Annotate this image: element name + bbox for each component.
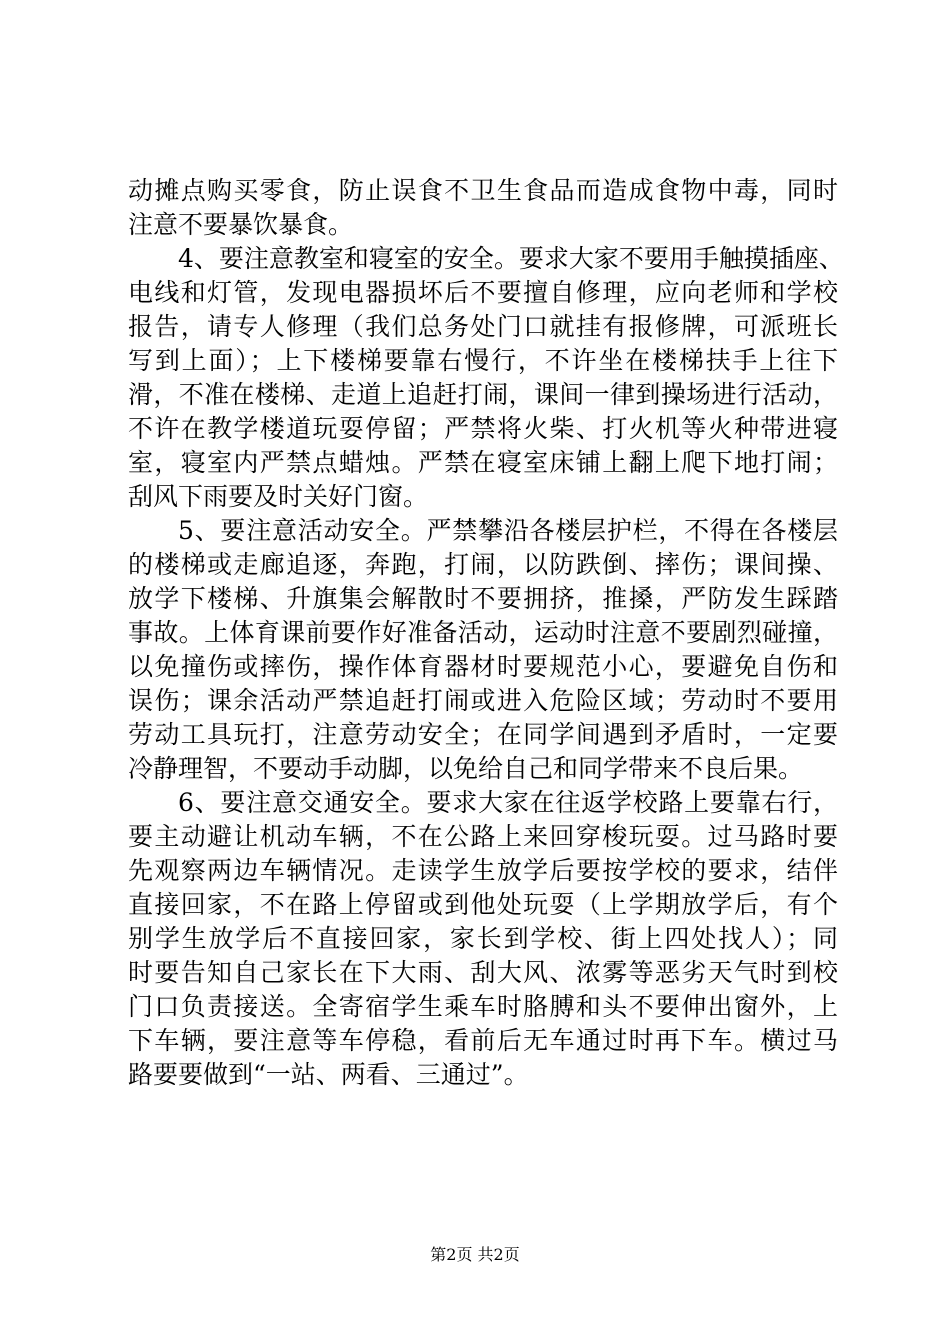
text-line: 别学生放学后不直接回家，家长到学校、街上四处找人）；同 [128, 924, 838, 953]
text-line: 劳动工具玩打，注意劳动安全；在同学间遇到矛盾时，一定要 [128, 720, 838, 749]
text-line: 的楼梯或走廊追逐，奔跑，打闹，以防跌倒、摔伤；课间操、 [128, 550, 838, 579]
text-line: 冷静理智，不要动手动脚，以免给自己和同学带来不良后果。 [128, 754, 804, 783]
text-line: 写到上面）；上下楼梯要靠右慢行，不许坐在楼梯扶手上往下 [128, 346, 838, 375]
text-line: 注意不要暴饮暴食。 [128, 210, 354, 239]
text-line: 路要要做到“一站、两看、三通过”。 [128, 1060, 529, 1089]
text-line: 5、要注意活动安全。严禁攀沿各楼层护栏，不得在各楼层 [178, 516, 838, 545]
text-line: 要主动避让机动车辆，不在公路上来回穿梭玩耍。过马路时要 [128, 822, 838, 851]
text-line: 时要告知自己家长在下大雨、刮大风、浓雾等恶劣天气时到校 [128, 958, 838, 987]
text-line: 不许在教学楼道玩耍停留；严禁将火柴、打火机等火种带进寝 [128, 414, 838, 443]
page-footer: 第2页 共2页 [430, 1245, 520, 1264]
text-line: 报告，请专人修理（我们总务处门口就挂有报修牌，可派班长 [128, 312, 838, 341]
text-line: 下车辆，要注意等车停稳，看前后无车通过时再下车。横过马 [128, 1026, 838, 1055]
text-line: 直接回家，不在路上停留或到他处玩耍（上学期放学后，有个 [128, 890, 838, 919]
text-line: 放学下楼梯、升旗集会解散时不要拥挤，推搡，严防发生踩踏 [128, 584, 838, 613]
text-line: 先观察两边车辆情况。走读学生放学后要按学校的要求，结伴 [128, 856, 838, 885]
text-line: 刮风下雨要及时关好门窗。 [128, 482, 429, 511]
text-line: 事故。上体育课前要作好准备活动，运动时注意不要剧烈碰撞， [128, 618, 838, 647]
text-line: 门口负责接送。全寄宿学生乘车时胳膊和头不要伸出窗外，上 [128, 992, 838, 1021]
text-line: 误伤；课余活动严禁追赶打闹或进入危险区域；劳动时不要用 [128, 686, 838, 715]
text-line: 电线和灯管，发现电器损坏后不要擅自修理，应向老师和学校 [128, 278, 838, 307]
text-line: 动摊点购买零食，防止误食不卫生食品而造成食物中毒，同时 [128, 176, 838, 205]
text-line: 以免撞伤或摔伤，操作体育器材时要规范小心，要避免自伤和 [128, 652, 838, 681]
text-line: 室，寝室内严禁点蜡烛。严禁在寝室床铺上翻上爬下地打闹； [128, 448, 838, 477]
document-body [128, 174, 844, 1092]
text-line: 4、要注意教室和寝室的安全。要求大家不要用手触摸插座、 [178, 244, 844, 273]
text-line: 6、要注意交通安全。要求大家在往返学校路上要靠右行， [178, 788, 838, 817]
text-line: 滑，不准在楼梯、走道上追赶打闹，课间一律到操场进行活动， [128, 380, 838, 409]
